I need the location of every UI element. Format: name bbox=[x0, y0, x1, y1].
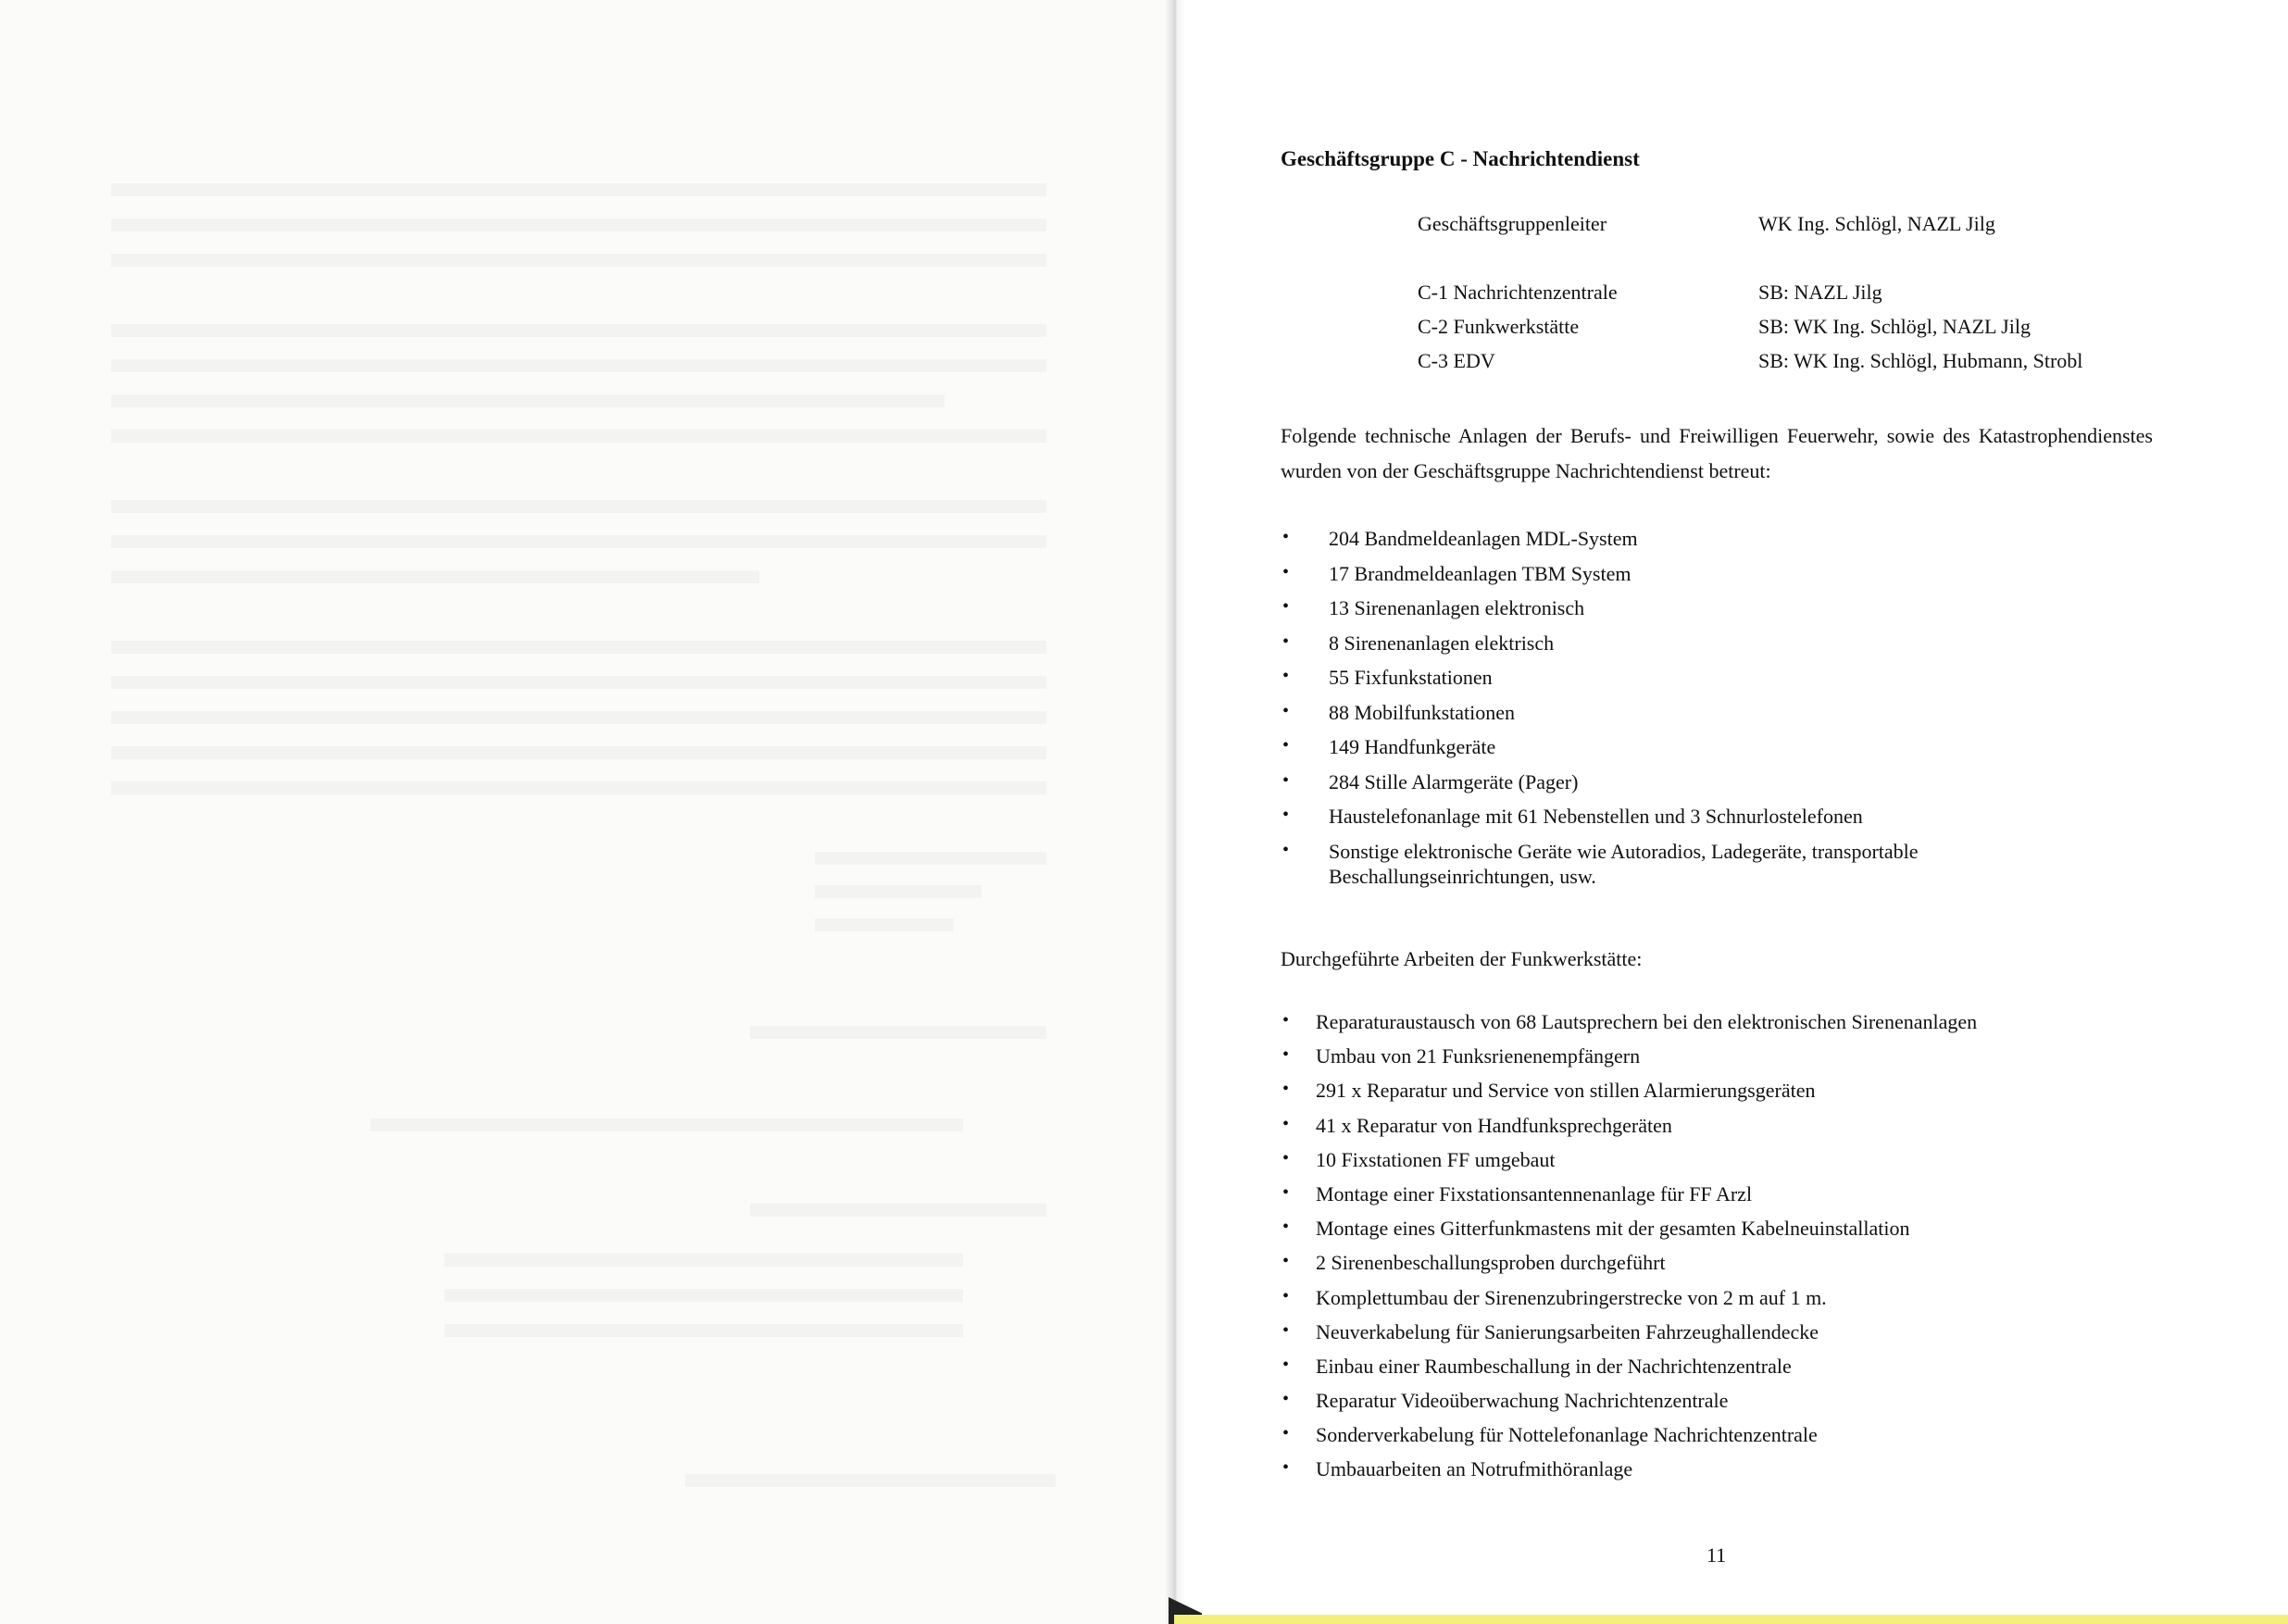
bullet-icon: • bbox=[1282, 769, 1290, 791]
role-table bbox=[1418, 211, 2158, 382]
bullet-icon: • bbox=[1282, 631, 1290, 652]
bullet-icon: • bbox=[1282, 1044, 1290, 1066]
role-row bbox=[1418, 314, 2158, 348]
role-name: Geschäftsgruppenleiter bbox=[1418, 212, 1607, 235]
list-item: • Reparaturaustausch von 68 Lautsprechern bei den elektronischen Sirenenanlagen bbox=[1282, 1010, 1978, 1033]
bullet-icon: • bbox=[1282, 1285, 1290, 1306]
list-item: • 204 Bandmeldeanlagen MDL-System bbox=[1282, 527, 1638, 550]
role-row bbox=[1418, 280, 2158, 314]
list-item: • Umbau von 21 Funksrienenempfängern bbox=[1282, 1044, 1641, 1068]
list-item: • 284 Stille Alarmgeräte (Pager) bbox=[1282, 769, 1579, 793]
bullet-icon: • bbox=[1282, 666, 1290, 686]
bullet-icon: • bbox=[1282, 527, 1290, 547]
list-item: • 8 Sirenenanlagen elektrisch bbox=[1282, 631, 1555, 655]
bullet-icon: • bbox=[1282, 1147, 1290, 1168]
list-item: • 88 Mobilfunkstationen bbox=[1282, 700, 1516, 724]
role-row bbox=[1418, 348, 2158, 382]
list-item: • Reparatur Videoüberwachung Nachrichtenzentrale bbox=[1282, 1389, 1729, 1413]
bullet-icon: • bbox=[1282, 1457, 1290, 1479]
role-value: SB: WK Ing. Schlögl, NAZL Jilg bbox=[1758, 315, 2031, 338]
bullet-icon: • bbox=[1282, 805, 1290, 825]
intro-paragraph: Folgende technische Anlagen der Berufs- und Freiwilligen Feuerwehr, sowie des Katastrophendienstes wurden von der Geschäftsgruppe Nachrichtendienst betreut: bbox=[1281, 424, 2153, 482]
bullet-icon: • bbox=[1282, 1181, 1290, 1203]
bullet-icon: • bbox=[1282, 1079, 1290, 1100]
list-item: • Neuverkabelung für Sanierungsarbeiten Fahrzeughallendecke bbox=[1282, 1319, 1819, 1343]
list-item: • 55 Fixfunkstationen bbox=[1282, 666, 1493, 689]
list-item: • Umbauarbeiten an Notrufmithöranlage bbox=[1282, 1457, 1633, 1481]
book-gutter bbox=[1165, 0, 1185, 1624]
list-item: • Sonderverkabelung für Nottelefonanlage Nachrichtenzentrale bbox=[1282, 1423, 1818, 1447]
list-item: • 149 Handfunkgeräte bbox=[1282, 735, 1496, 758]
list-item: • 13 Sirenenanlagen elektronisch bbox=[1282, 596, 1585, 619]
list-item: • Montage einer Fixstationsantennenanlage für FF Arzl bbox=[1282, 1181, 1753, 1206]
list-item: • 17 Brandmeldeanlagen TBM System bbox=[1282, 561, 1632, 585]
list-item: • Haustelefonanlage mit 61 Nebenstellen und 3 Schnurlostelefonen bbox=[1282, 805, 1863, 828]
bullet-icon: • bbox=[1282, 596, 1290, 617]
bullet-icon: • bbox=[1282, 1423, 1290, 1444]
role-name: C-3 EDV bbox=[1418, 349, 1495, 372]
bullet-icon: • bbox=[1282, 839, 1290, 860]
role-name: C-2 Funkwerkstätte bbox=[1418, 315, 1580, 338]
bullet-icon: • bbox=[1282, 1251, 1290, 1272]
list-item: • 41 x Reparatur von Handfunksprechgeräten bbox=[1282, 1113, 1672, 1137]
technical-equipment-list bbox=[1281, 526, 2153, 908]
list-item: • Montage eines Gitterfunkmastens mit der gesamten Kabelneuinstallation bbox=[1282, 1217, 1910, 1241]
list-item: • 10 Fixstationen FF umgebaut bbox=[1282, 1147, 1556, 1171]
role-row bbox=[1418, 211, 2158, 280]
bullet-icon: • bbox=[1282, 561, 1290, 582]
page-number: 11 bbox=[1707, 1543, 1727, 1567]
section-title: Geschäftsgruppe C - Nachrichtendienst bbox=[1281, 147, 1640, 170]
workshop-tasks-list bbox=[1281, 1009, 2153, 1492]
role-value: SB: NAZL Jilg bbox=[1758, 281, 1882, 304]
work-heading: Durchgeführte Arbeiten der Funkwerkstätte: bbox=[1281, 947, 1643, 970]
bullet-icon: • bbox=[1282, 1319, 1290, 1341]
bullet-icon: • bbox=[1282, 735, 1290, 756]
bullet-icon: • bbox=[1282, 1010, 1290, 1031]
list-item: • 2 Sirenenbeschallungsproben durchgeführt bbox=[1282, 1251, 1666, 1275]
bullet-icon: • bbox=[1282, 1389, 1290, 1410]
bullet-icon: • bbox=[1282, 1217, 1290, 1238]
bullet-icon: • bbox=[1282, 1113, 1290, 1134]
list-item: • Einbau einer Raumbeschallung in der Nachrichtenzentrale bbox=[1282, 1354, 1792, 1378]
scan-edge-strip bbox=[1174, 1615, 2288, 1624]
role-value: WK Ing. Schlögl, NAZL Jilg bbox=[1758, 212, 1995, 235]
list-item: • Sonstige elektronische Geräte wie Autoradios, Ladegeräte, transportable Beschallungseinrichtungen, usw. bbox=[1282, 839, 1919, 888]
list-item: • 291 x Reparatur und Service von stillen Alarmierungsgeräten bbox=[1282, 1079, 1816, 1103]
bullet-icon: • bbox=[1282, 700, 1290, 721]
list-item: • Komplettumbau der Sirenenzubringerstrecke von 2 m auf 1 m. bbox=[1282, 1285, 1827, 1309]
role-name: C-1 Nachrichtenzentrale bbox=[1418, 281, 1618, 304]
role-value: SB: WK Ing. Schlögl, Hubmann, Strobl bbox=[1758, 349, 2083, 372]
bullet-icon: • bbox=[1282, 1354, 1290, 1375]
